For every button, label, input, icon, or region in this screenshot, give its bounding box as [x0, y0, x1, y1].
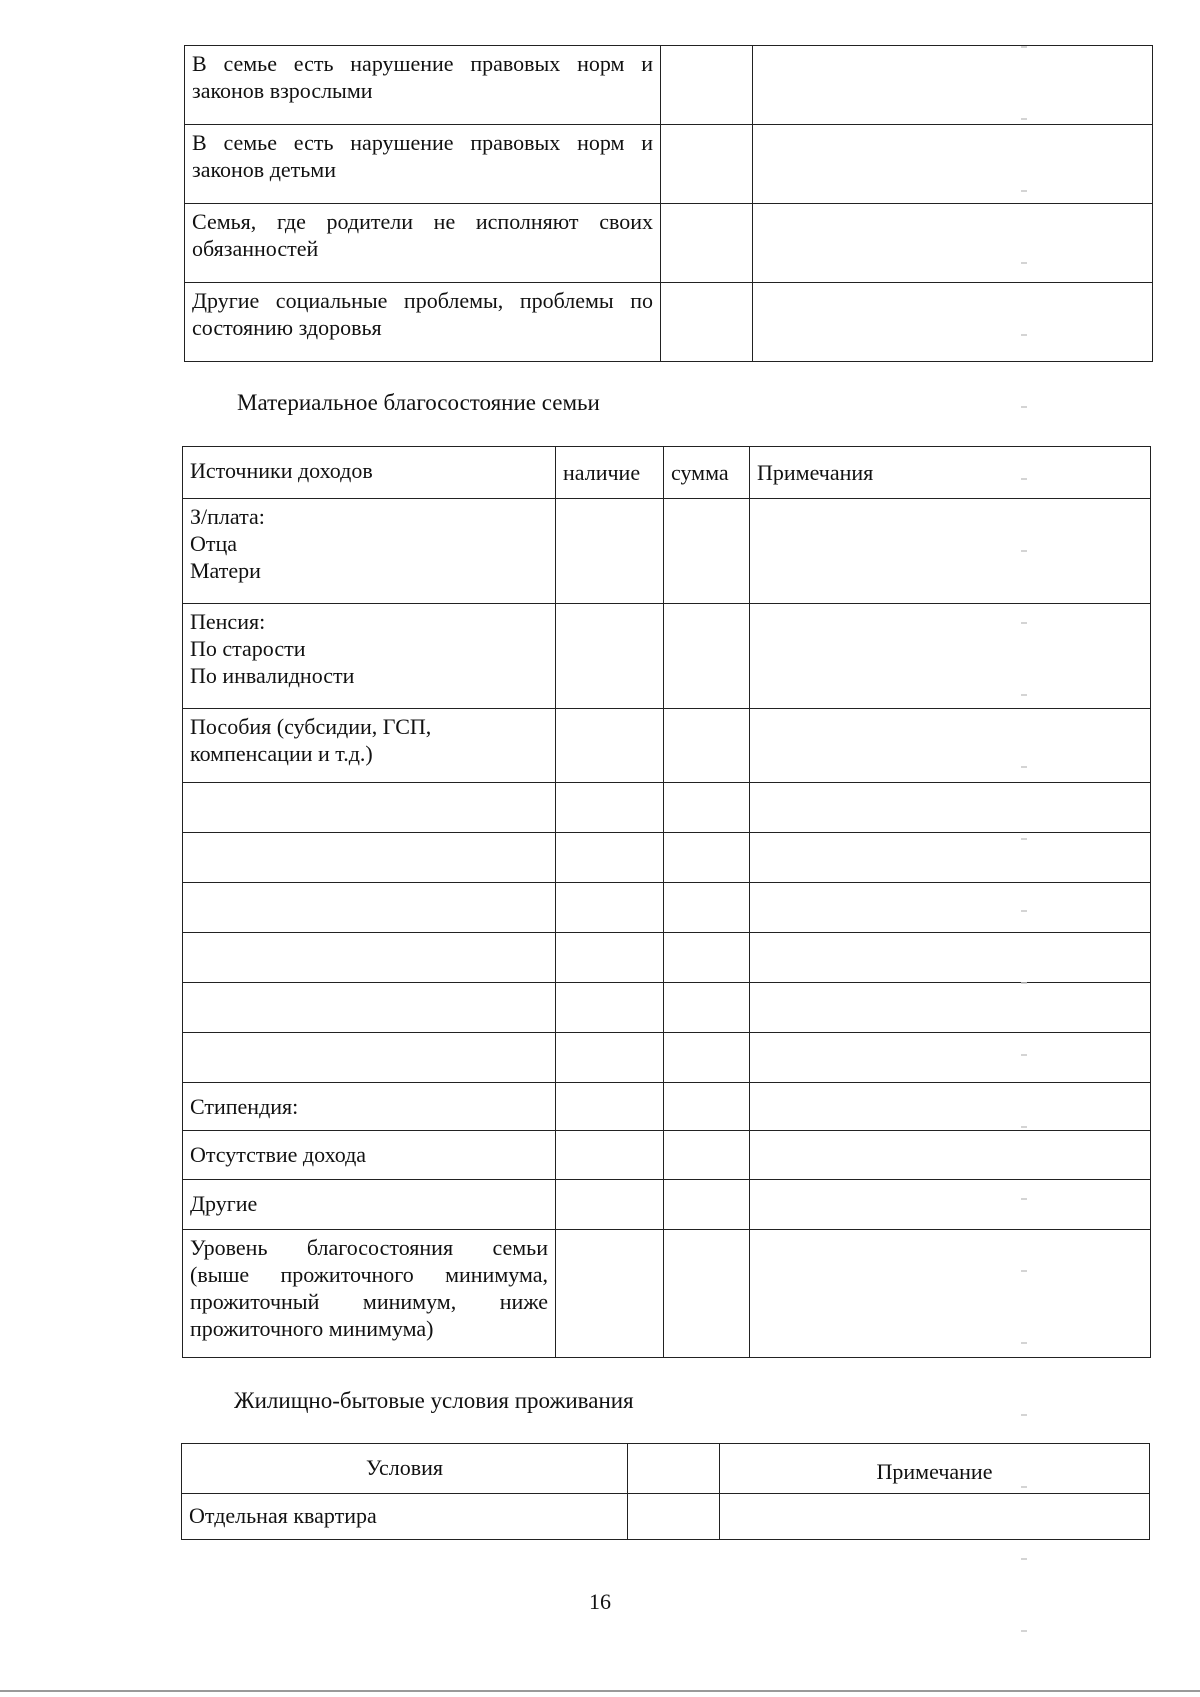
sum-cell[interactable] — [664, 883, 750, 933]
table-header-row — [183, 447, 1151, 499]
notes-cell[interactable] — [750, 709, 1151, 783]
wellbeing-line-4: прожиточного минимума) — [190, 1316, 434, 1341]
table-row — [183, 709, 1151, 783]
notes-cell[interactable] — [750, 1083, 1151, 1131]
presence-cell[interactable] — [661, 204, 753, 283]
wellbeing-line-1: Уровень благосостояния семьи — [190, 1235, 548, 1260]
notes-cell[interactable] — [750, 604, 1151, 709]
presence-cell[interactable] — [556, 883, 664, 933]
salary-title: З/плата: — [190, 504, 265, 529]
presence-cell[interactable] — [556, 709, 664, 783]
wellbeing-line-2: (выше прожиточного минимума, — [190, 1262, 548, 1287]
table-row — [183, 783, 1151, 833]
source-cell[interactable] — [183, 883, 556, 933]
presence-cell[interactable] — [556, 604, 664, 709]
problem-label: В семье есть нарушение правовых норм и законов детьми — [185, 125, 661, 204]
pension-age: По старости — [190, 636, 306, 661]
presence-cell[interactable] — [556, 933, 664, 983]
pension-disability: По инвалидности — [190, 663, 355, 688]
table-row — [185, 125, 1153, 204]
notes-cell[interactable] — [753, 125, 1153, 204]
table-row — [183, 983, 1151, 1033]
presence-cell[interactable] — [661, 125, 753, 204]
wellbeing-cell — [183, 1230, 556, 1358]
presence-cell[interactable] — [556, 983, 664, 1033]
benefits-line-1: Пособия (субсидии, ГСП, — [190, 714, 432, 739]
notes-cell[interactable] — [720, 1494, 1150, 1540]
table-row — [182, 1494, 1150, 1540]
scan-bottom-edge — [0, 1690, 1200, 1692]
table-row — [183, 604, 1151, 709]
notes-cell[interactable] — [753, 283, 1153, 362]
notes-cell[interactable] — [750, 1131, 1151, 1180]
other-income-label: Другие — [183, 1180, 556, 1230]
problem-label: В семье есть нарушение правовых норм и законов взрослыми — [185, 46, 661, 125]
header-sum: сумма — [664, 447, 750, 499]
table-row — [183, 933, 1151, 983]
table-row — [183, 499, 1151, 604]
table-header-row — [182, 1444, 1150, 1494]
notes-cell[interactable] — [753, 204, 1153, 283]
presence-cell[interactable] — [556, 1083, 664, 1131]
presence-cell[interactable] — [556, 1033, 664, 1083]
source-cell[interactable] — [183, 833, 556, 883]
notes-cell[interactable] — [750, 983, 1151, 1033]
sum-cell[interactable] — [664, 604, 750, 709]
notes-cell[interactable] — [750, 883, 1151, 933]
sum-cell[interactable] — [664, 983, 750, 1033]
sum-cell[interactable] — [664, 933, 750, 983]
presence-cell[interactable] — [661, 46, 753, 125]
table-row — [185, 283, 1153, 362]
sum-cell[interactable] — [664, 783, 750, 833]
salary-mother: Матери — [190, 558, 261, 583]
header-presence: наличие — [556, 447, 664, 499]
stipend-label: Стипендия: — [183, 1083, 556, 1131]
presence-cell[interactable] — [628, 1444, 720, 1494]
header-notes: Примечание — [720, 1444, 1150, 1494]
source-cell[interactable] — [183, 933, 556, 983]
benefits-line-2: компенсации и т.д.) — [190, 741, 373, 766]
table-row — [183, 883, 1151, 933]
presence-cell[interactable] — [556, 499, 664, 604]
sum-cell[interactable] — [664, 833, 750, 883]
table-row — [183, 1180, 1151, 1230]
housing-table — [181, 1443, 1150, 1540]
notes-cell[interactable] — [750, 499, 1151, 604]
table-row — [183, 1083, 1151, 1131]
table-row — [183, 1033, 1151, 1083]
housing-section-title: Жилищно-бытовые условия проживания — [234, 1388, 634, 1413]
income-section-title: Материальное благосостояние семьи — [237, 390, 600, 415]
source-cell[interactable] — [183, 983, 556, 1033]
condition-label: Отдельная квартира — [182, 1494, 628, 1540]
table-row — [185, 46, 1153, 125]
presence-cell[interactable] — [556, 1131, 664, 1180]
problem-label: Семья, где родители не исполняют своих обязанностей — [185, 204, 661, 283]
no-income-label: Отсутствие дохода — [183, 1131, 556, 1180]
salary-cell — [183, 499, 556, 604]
header-source: Источники доходов — [183, 447, 556, 499]
presence-cell[interactable] — [628, 1494, 720, 1540]
sum-cell[interactable] — [664, 1083, 750, 1131]
presence-cell[interactable] — [556, 1230, 664, 1358]
presence-cell[interactable] — [556, 783, 664, 833]
notes-cell[interactable] — [750, 1033, 1151, 1083]
source-cell[interactable] — [183, 1033, 556, 1083]
notes-cell[interactable] — [750, 1180, 1151, 1230]
presence-cell[interactable] — [661, 283, 753, 362]
sum-cell[interactable] — [664, 709, 750, 783]
sum-cell[interactable] — [664, 499, 750, 604]
family-problems-table — [184, 45, 1153, 362]
benefits-cell — [183, 709, 556, 783]
page-number: 16 — [589, 1589, 611, 1614]
presence-cell[interactable] — [556, 1180, 664, 1230]
notes-cell[interactable] — [750, 933, 1151, 983]
sum-cell[interactable] — [664, 1230, 750, 1358]
sum-cell[interactable] — [664, 1180, 750, 1230]
scan-edge-marks — [1021, 8, 1027, 1688]
header-conditions: Условия — [182, 1444, 628, 1494]
table-row — [183, 1230, 1151, 1358]
problem-label: Другие социальные проблемы, проблемы по состоянию здоровья — [185, 283, 661, 362]
table-row — [183, 833, 1151, 883]
notes-cell[interactable] — [750, 783, 1151, 833]
sum-cell[interactable] — [664, 1131, 750, 1180]
table-row — [185, 204, 1153, 283]
pension-title: Пенсия: — [190, 609, 266, 634]
source-cell[interactable] — [183, 783, 556, 833]
header-notes: Примечания — [750, 447, 1151, 499]
notes-cell[interactable] — [753, 46, 1153, 125]
notes-cell[interactable] — [750, 833, 1151, 883]
pension-cell — [183, 604, 556, 709]
income-table — [182, 446, 1151, 1358]
presence-cell[interactable] — [556, 833, 664, 883]
table-row — [183, 1131, 1151, 1180]
salary-father: Отца — [190, 531, 238, 556]
wellbeing-line-3: прожиточный минимум, ниже — [190, 1289, 548, 1314]
notes-cell[interactable] — [750, 1230, 1151, 1358]
sum-cell[interactable] — [664, 1033, 750, 1083]
